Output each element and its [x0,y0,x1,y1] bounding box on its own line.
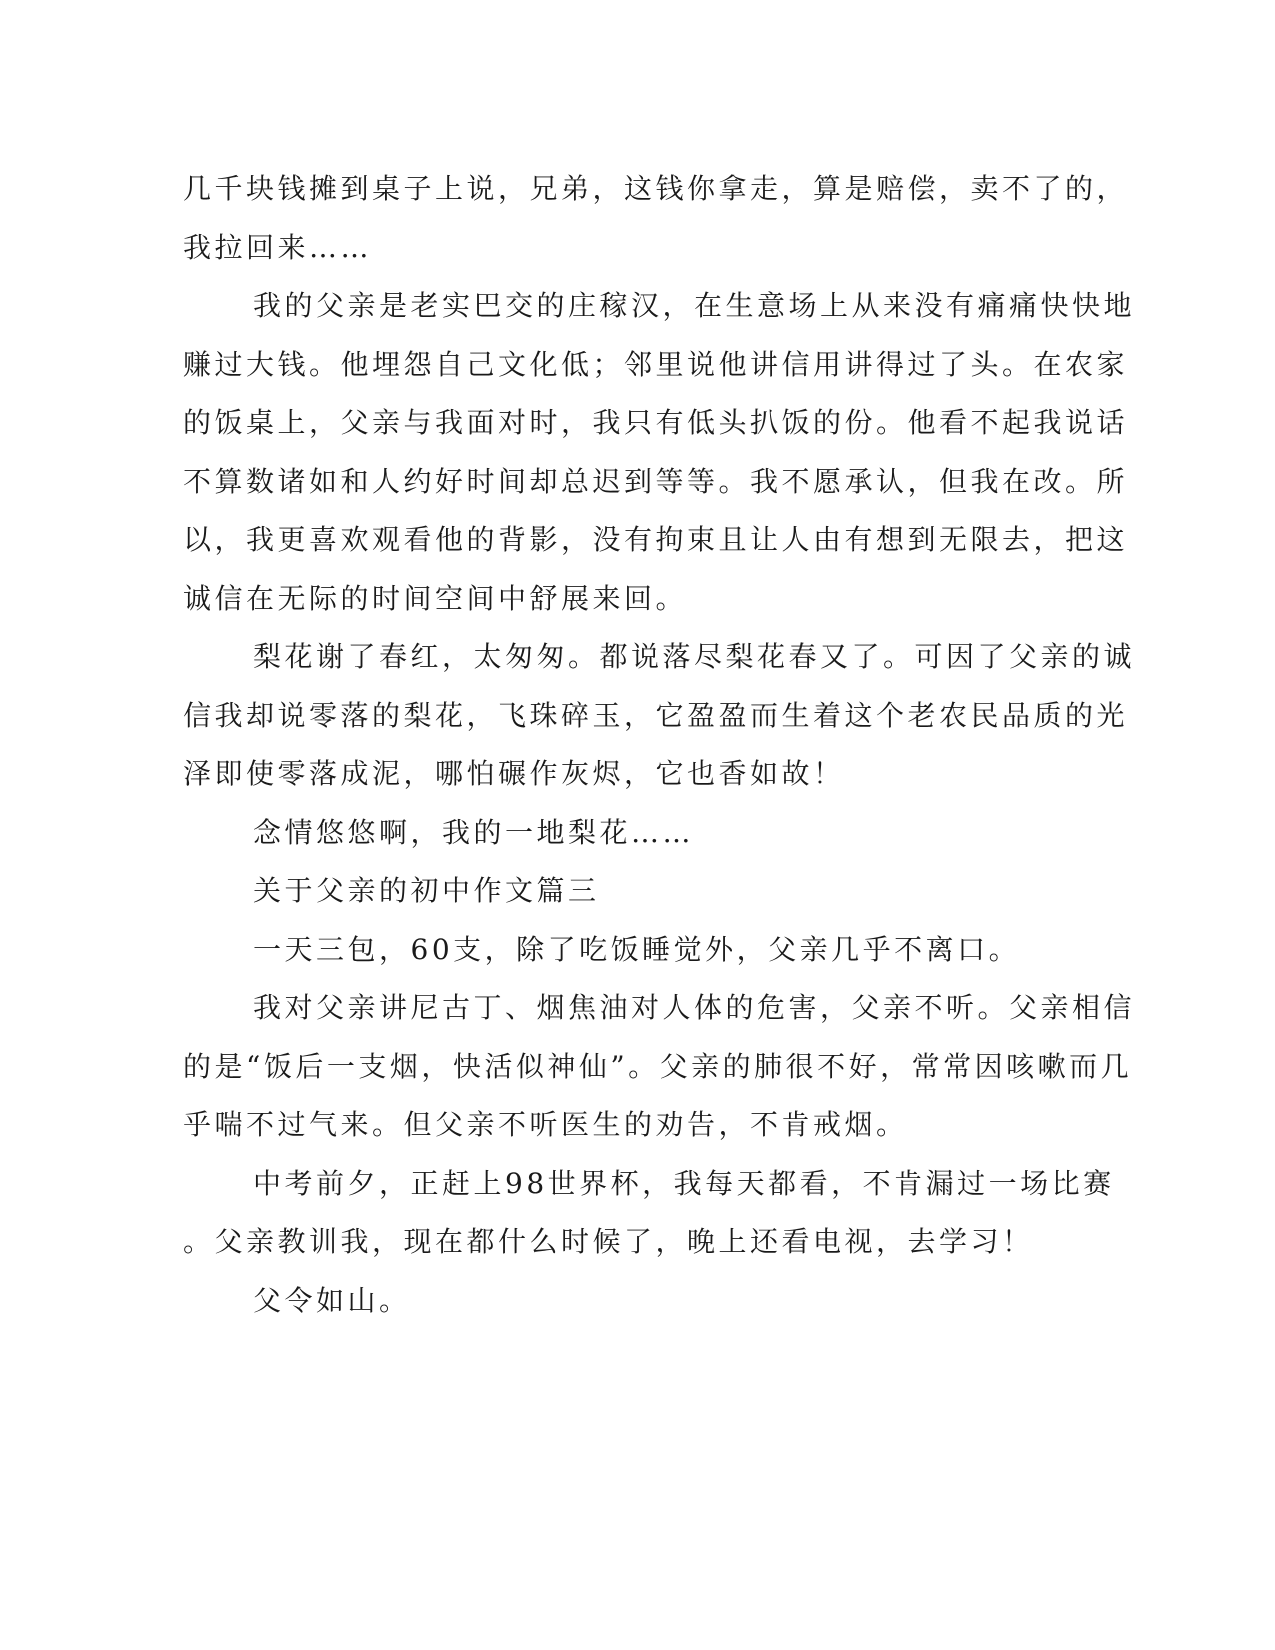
text-line: 不算数诸如和人约好时间却总迟到等等。我不愿承认，但我在改。所 [183,464,1129,498]
paragraph-start-line: 一天三包，60支，除了吃饭睡觉外，父亲几乎不离口。 [253,932,1021,966]
text-line: 几千块钱摊到桌子上说，兄弟，这钱你拿走，算是赔偿，卖不了的， [183,172,1129,205]
paragraph-start-line: 我的父亲是老实巴交的庄稼汉，在生意场上从来没有痛痛快快地 [253,289,1136,322]
text-line: 我拉回来…… [183,230,373,264]
paragraph-start-line: 念情悠悠啊，我的一地梨花…… [253,815,695,849]
paragraph-start-line: 梨花谢了春红，太匆匆。都说落尽梨花春又了。可因了父亲的诚 [253,640,1136,673]
section-heading: 关于父亲的初中作文篇三 [253,874,600,907]
paragraph-start-line: 父令如山。 [253,1283,411,1317]
body-text [183,160,1136,1330]
paragraph-start-line: 我对父亲讲尼古丁、烟焦油对人体的危害，父亲不听。父亲相信 [253,991,1136,1024]
text-line: 的饭桌上，父亲与我面对时，我只有低头扒饭的份。他看不起我说话 [183,406,1129,439]
text-line: 信我却说零落的梨花，飞珠碎玉，它盈盈而生着这个老农民品质的光 [183,698,1129,732]
text-line: 泽即使零落成泥，哪怕碾作灰烬，它也香如故！ [183,757,845,790]
text-line: 。父亲教训我，现在都什么时候了，晚上还看电视，去学习！ [183,1225,1034,1258]
text-line: 诚信在无际的时间空间中舒展来回。 [183,581,688,615]
text-line: 乎喘不过气来。但父亲不听医生的劝告，不肯戒烟。 [183,1108,908,1141]
text-line: 以，我更喜欢观看他的背影，没有拘束且让人由有想到无限去，把这 [183,523,1129,556]
paragraph-start-line: 中考前夕，正赶上98世界杯，我每天都看，不肯漏过一场比赛 [253,1166,1115,1200]
text-line: 赚过大钱。他埋怨自己文化低；邻里说他讲信用讲得过了头。在农家 [183,347,1129,381]
text-line: 的是“饭后一支烟，快活似神仙”。父亲的肺很不好，常常因咳嗽而几 [183,1049,1133,1083]
